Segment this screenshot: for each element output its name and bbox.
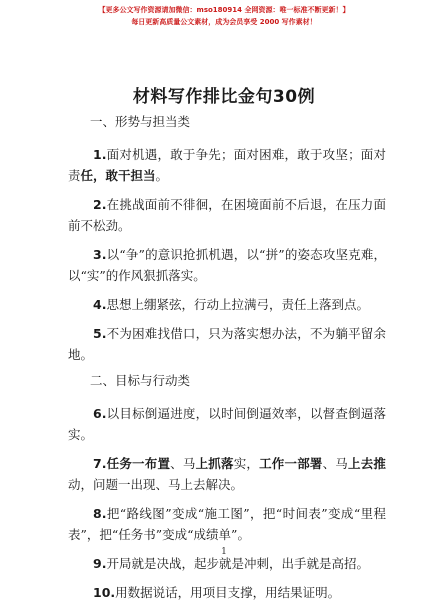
item-text: 、马 (322, 456, 349, 471)
item-text: 、马 (170, 456, 196, 471)
item-number: 5. (93, 326, 107, 341)
item-text: 实， (233, 456, 260, 471)
item-number: 7. (93, 456, 107, 471)
promo-banner (0, 4, 448, 28)
item-text: 不为困难找借口，只为落实想办法，不为躺平留余地。 (68, 326, 386, 362)
item-text-bold: 工作一部署 (259, 456, 323, 471)
list-item (68, 582, 386, 603)
item-text: 把“路线图”变成“施工图”，把“时间表”变成“里程表”，把“任务书”变成“成绩单”。 (68, 506, 386, 542)
list-item (68, 403, 386, 445)
item-text: 用数据说话，用项目支撑，用结果证明。 (115, 585, 341, 600)
item-text-bold: 任，敢干担当 (80, 168, 156, 183)
item-text: 开局就是决战，起步就是冲刺，出手就是高招。 (106, 556, 369, 571)
list-item (68, 453, 386, 495)
item-text: 思想上绷紧弦，行动上拉满弓，责任上落到点。 (106, 297, 369, 312)
page-number: 1 (221, 547, 227, 557)
item-number: 9. (93, 556, 107, 571)
section-heading: 一、形势与担当类 (90, 114, 191, 129)
list-item (68, 144, 386, 186)
item-number: 8. (93, 506, 107, 521)
item-text: 面对机遇，敢于争先；面对困难，敢于攻坚；面对责 (68, 147, 386, 183)
list-item (68, 503, 386, 545)
list-item (68, 194, 386, 236)
promo-line-2: 每日更新高质量公文素材，成为会员享受 2000 写作素材！ (131, 18, 317, 26)
item-text: 以目标倒逼进度，以时间倒逼效率，以督查倒逼落实。 (68, 406, 386, 442)
document-body (68, 114, 386, 611)
item-text-bold: 上抓落 (195, 456, 234, 471)
item-number: 10. (93, 585, 116, 600)
document-title: 材料写作排比金句30例 (132, 87, 316, 107)
section-heading: 二、目标与行动类 (90, 373, 191, 388)
item-text-bold: 上去推 (348, 456, 386, 471)
item-text: 以“争”的意识抢抓机遇，以“拼”的姿态攻坚克难，以“实”的作风狠抓落实。 (68, 247, 386, 283)
item-number: 1. (93, 147, 107, 162)
item-number: 3. (93, 247, 107, 262)
item-text: 动，问题一出现、马上去解决。 (68, 477, 244, 492)
item-text: 在挑战面前不徘徊，在困境面前不后退，在压力面前不松劲。 (68, 197, 386, 233)
list-item (68, 294, 386, 315)
item-number: 6. (93, 406, 107, 421)
item-text: 。 (155, 168, 169, 183)
list-item (68, 244, 386, 286)
item-number: 4. (93, 297, 107, 312)
promo-line-1: 【更多公文写作资源请加微信：mso180914 全网资源：唯一标准不断更新！】 (98, 6, 350, 14)
list-item (68, 323, 386, 365)
item-text-bold: 任务一布置 (106, 456, 171, 471)
item-number: 2. (93, 197, 107, 212)
